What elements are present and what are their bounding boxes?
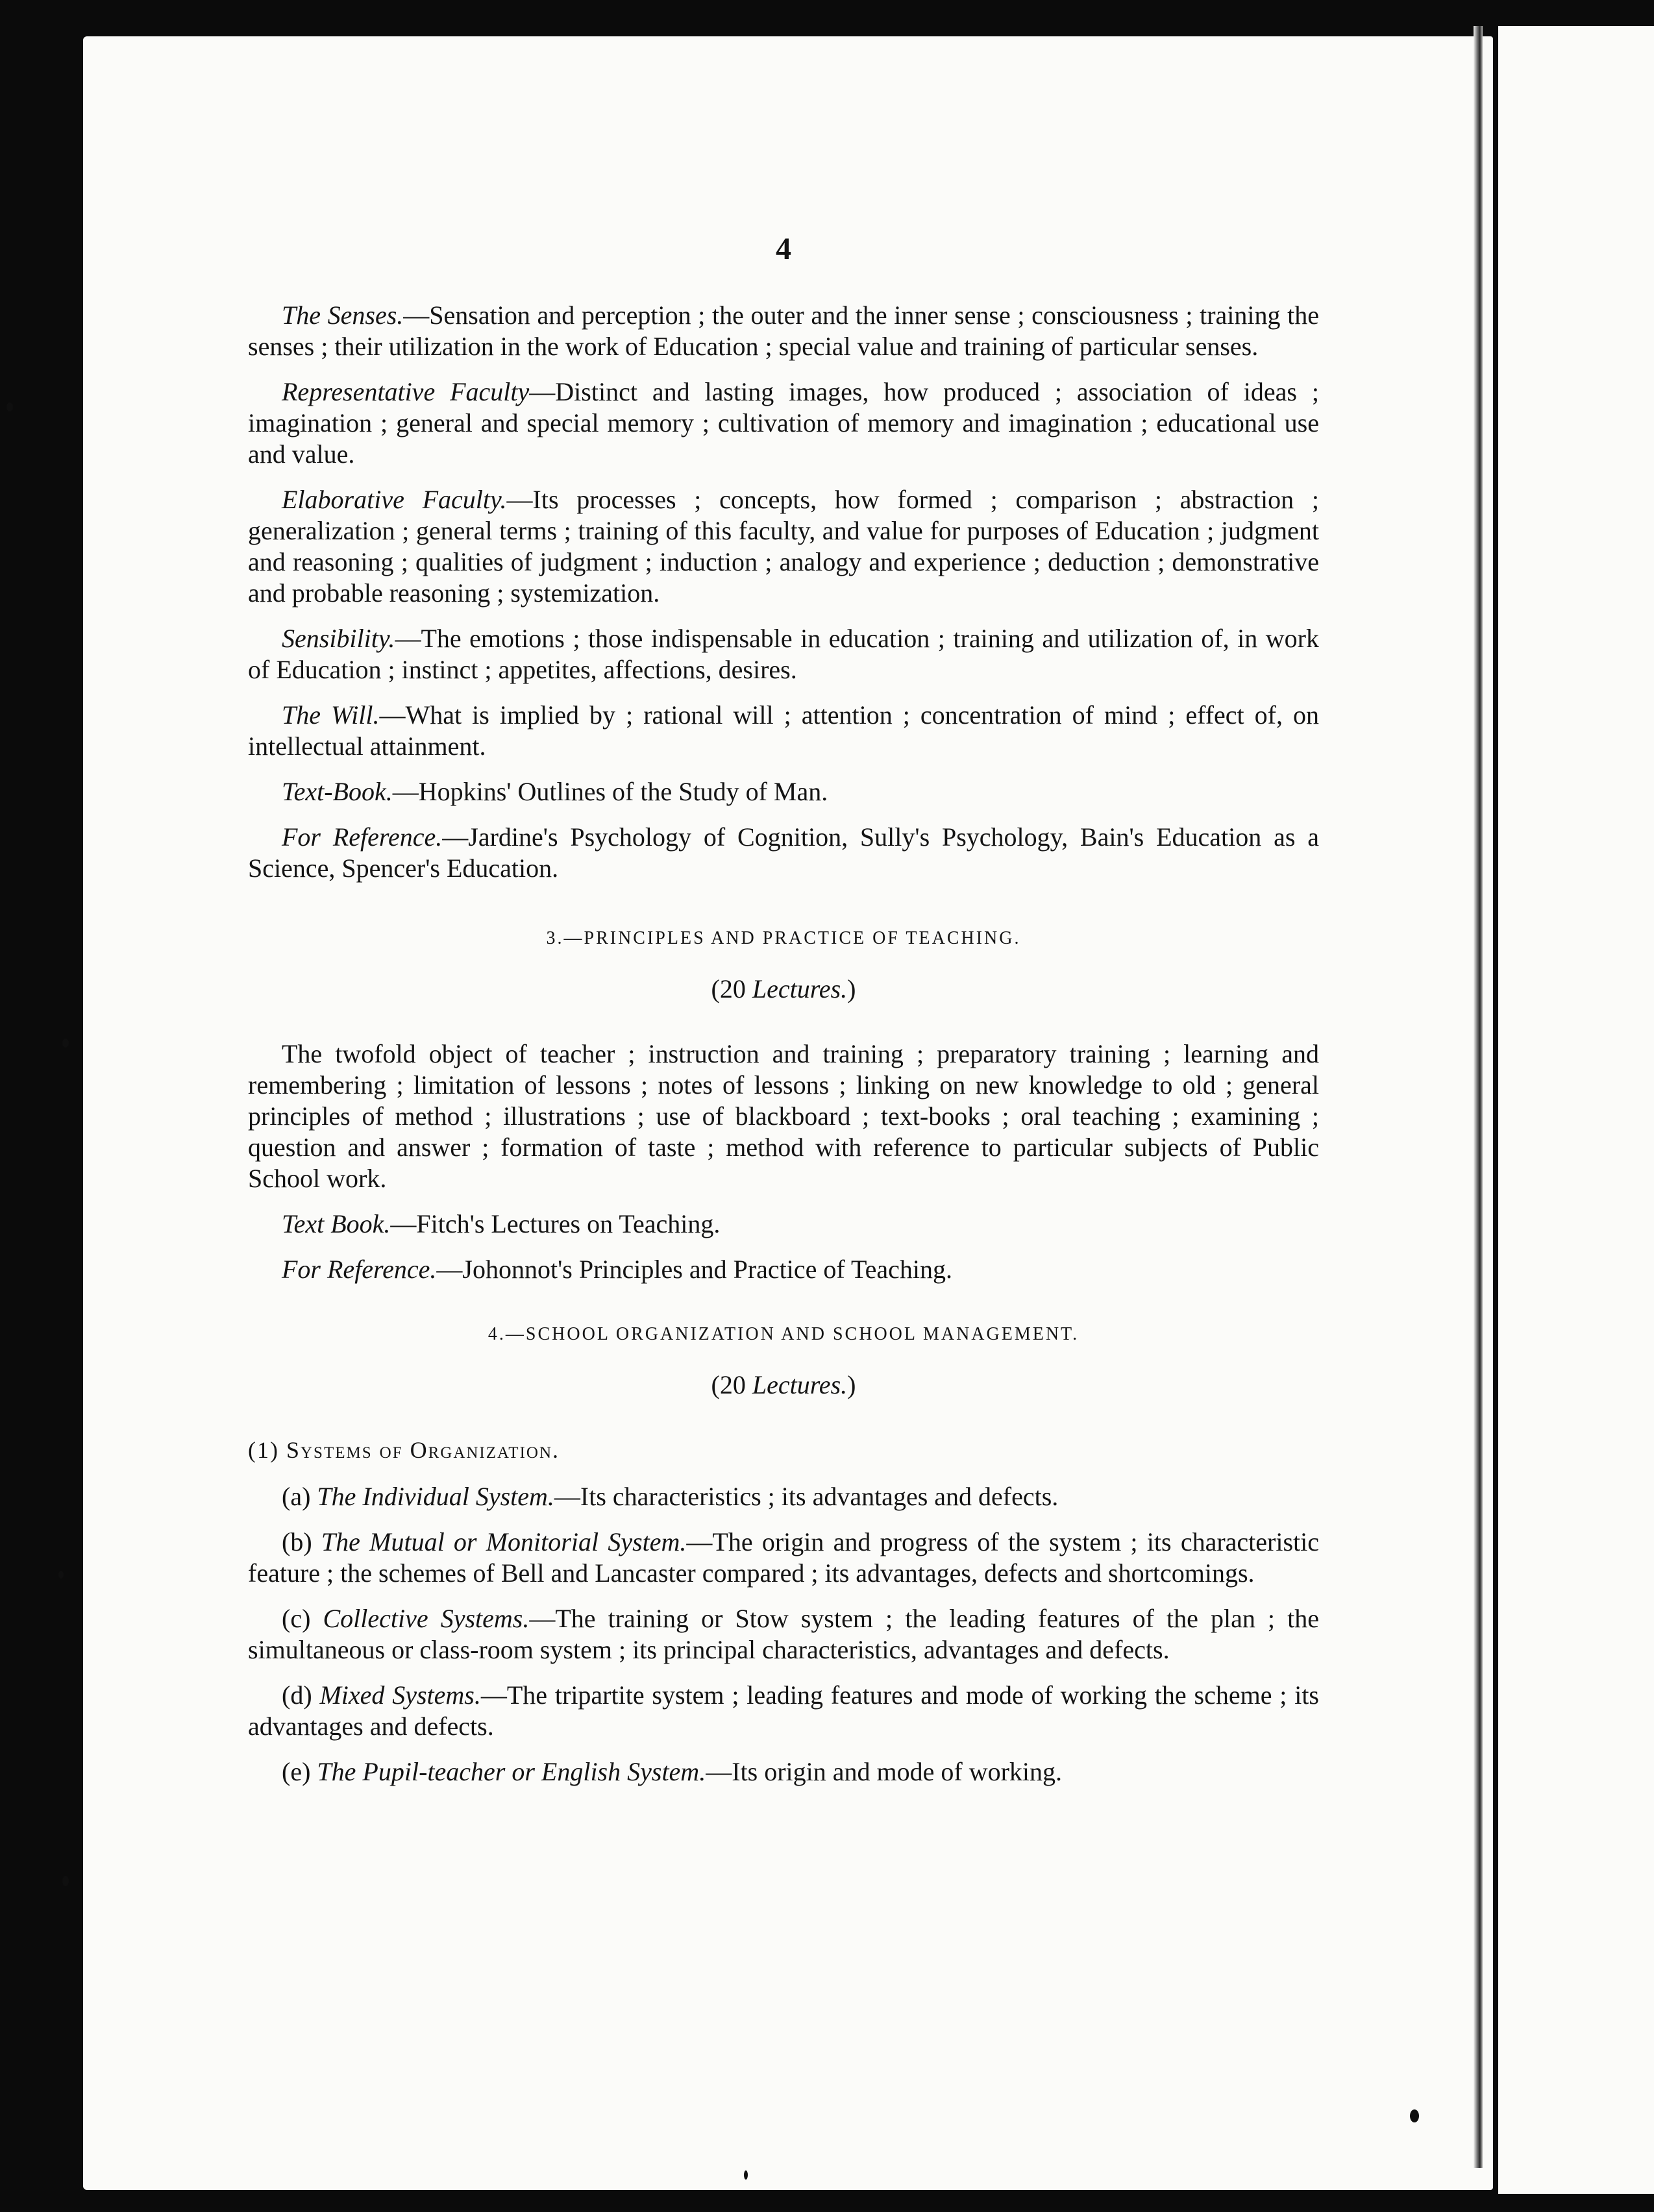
scan-speck	[62, 1038, 69, 1048]
paragraph-teaching-reference	[248, 1254, 1319, 1285]
paragraph-elaborative-faculty	[248, 484, 1319, 609]
term: Collective Systems.	[323, 1604, 530, 1633]
term: The Will.	[282, 700, 380, 730]
list-item-individual	[248, 1481, 1319, 1512]
term: Elaborative Faculty.	[282, 485, 507, 514]
scan-speck	[1410, 2109, 1419, 2122]
lecture-number: (20	[711, 974, 752, 1003]
definition: —Its processes ; concepts, how formed ; comparison ; abstraction ; generalization ; general terms ; training of this faculty, and value for purposes of Education ; judgment and reasoning ; qualities of judgment ; induction ; analogy and experience ; deduction ; demonstrative and probable reasoning ; systemization.	[248, 485, 1319, 608]
term: Representative Faculty	[282, 377, 530, 406]
lecture-count	[248, 974, 1319, 1005]
paragraph-sensibility	[248, 623, 1319, 685]
section-heading-organization: 4.—SCHOOL ORGANIZATION AND SCHOOL MANAGEMENT.	[488, 1324, 1080, 1344]
lecture-word: Lectures.	[752, 1370, 848, 1399]
list-item-pupil-teacher	[248, 1756, 1319, 1788]
definition: —The emotions ; those indispensable in education ; training and utilization of, in work of Education ; instinct ; appetites, affections, desires.	[248, 624, 1319, 684]
definition: —Distinct and lasting images, how produced ; association of ideas ; imagination ; general and special memory ; cultivation of memory and imagination ; educational use and value.	[248, 377, 1320, 469]
section-heading-teaching: 3.—PRINCIPLES AND PRACTICE OF TEACHING.	[546, 928, 1021, 948]
definition: —Its origin and mode of working.	[706, 1757, 1063, 1786]
lecture-word: Lectures.	[752, 974, 848, 1003]
lecture-number: (20	[711, 1370, 752, 1399]
subheading-number: (1)	[248, 1437, 286, 1463]
item-label: (a)	[282, 1482, 311, 1511]
term: Mixed Systems.	[319, 1680, 481, 1710]
paragraph-teaching-body: The twofold object of teacher ; instruction and training ; preparatory training ; learning and remembering ; limitation of lessons ; notes of lessons ; linking on new knowledge to old ; general principles of method ; illustrations ; use of blackboard ; text-books ; oral teaching ; examining ; question and answer ; formation of taste ; method with reference to particular subjects of Public School work.	[248, 1039, 1319, 1193]
term: The Individual System.	[317, 1482, 554, 1511]
lecture-close: )	[847, 1370, 856, 1399]
page-content	[248, 234, 1319, 1802]
term: Text Book.	[282, 1209, 391, 1238]
term: The Pupil-teacher or English System.	[317, 1757, 706, 1786]
term: Sensibility.	[282, 624, 395, 653]
term: The Senses.	[282, 301, 404, 330]
definition: —Fitch's Lectures on Teaching.	[390, 1209, 721, 1238]
paragraph-textbook	[248, 776, 1319, 807]
paragraph-teaching-textbook	[248, 1209, 1319, 1240]
definition: —What is implied by ; rational will ; attention ; concentration of mind ; effect of, on intellectual attainment.	[248, 700, 1320, 761]
subheading-text: Systems of Organization.	[286, 1437, 560, 1463]
page-gutter	[1474, 26, 1483, 2168]
term: For Reference.	[282, 1255, 437, 1284]
item-label: (c)	[282, 1604, 311, 1633]
scan-speck	[6, 402, 13, 412]
paragraph-reference	[248, 822, 1319, 884]
item-label: (e)	[282, 1757, 311, 1786]
list-item-mutual	[248, 1527, 1319, 1589]
item-label: (d)	[282, 1680, 312, 1710]
term: For Reference.	[282, 822, 443, 852]
term: Text-Book.	[282, 777, 393, 806]
list-item-collective	[248, 1603, 1319, 1665]
definition: —The origin and progress of the system ; its characteristic feature ; the schemes of Bell and Lancaster compared ; its advantages, defects and shortcomings.	[248, 1527, 1320, 1588]
definition: —The training or Stow system ; the leading features of the plan ; the simultaneous or class-room system ; its principal characteristics, advantages and defects.	[248, 1604, 1319, 1664]
lecture-count	[248, 1370, 1319, 1401]
scan-speck	[58, 1571, 64, 1579]
item-label: (b)	[282, 1527, 312, 1556]
definition: —Hopkins' Outlines of the Study of Man.	[392, 777, 828, 806]
scan-speck	[744, 2170, 748, 2180]
subheading-systems	[248, 1434, 1319, 1466]
page-number: 4	[776, 232, 791, 266]
paragraph-representative-faculty	[248, 376, 1319, 470]
definition: —The tripartite system ; leading features and mode of working the scheme ; its advantages and defects.	[248, 1680, 1319, 1741]
list-item-mixed	[248, 1680, 1319, 1742]
scan-speck	[62, 1876, 69, 1886]
definition: —Its characteristics ; its advantages and defects.	[554, 1482, 1059, 1511]
term: The Mutual or Monitorial System.	[321, 1527, 687, 1556]
paragraph-will	[248, 700, 1319, 762]
facing-page-edge	[1498, 26, 1654, 2194]
lecture-close: )	[847, 974, 856, 1003]
definition: —Jardine's Psychology of Cognition, Sully's Psychology, Bain's Education as a Science, Spencer's Education.	[248, 822, 1319, 883]
paragraph-senses	[248, 300, 1319, 362]
definition: —Johonnot's Principles and Practice of Teaching.	[436, 1255, 953, 1284]
definition: —Sensation and perception ; the outer and the inner sense ; consciousness ; training the senses ; their utilization in the work of Education ; special value and training of particular senses.	[248, 301, 1320, 361]
